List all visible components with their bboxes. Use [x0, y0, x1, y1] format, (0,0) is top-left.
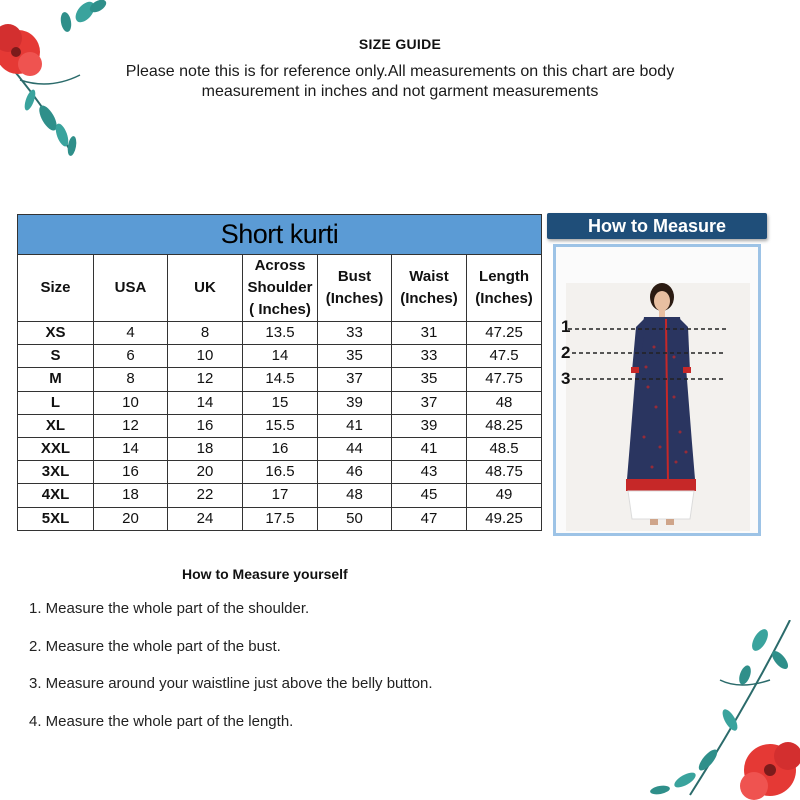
marker-bust: 2	[561, 343, 571, 362]
table-cell: 14.5	[243, 368, 318, 391]
table-cell: 35	[318, 345, 392, 368]
table-cell: 45	[392, 484, 467, 507]
table-row	[18, 414, 542, 437]
column-header: Waist (Inches)	[392, 255, 467, 322]
table-cell: 16	[168, 414, 243, 437]
size-label-cell: XXL	[18, 437, 94, 460]
table-cell: 24	[168, 507, 243, 530]
table-cell: 18	[94, 484, 168, 507]
size-chart-table	[17, 214, 542, 531]
table-cell: 39	[392, 414, 467, 437]
page-title: SIZE GUIDE	[358, 36, 442, 52]
size-label-cell: M	[18, 368, 94, 391]
table-cell: 50	[318, 507, 392, 530]
table-cell: 17	[243, 484, 318, 507]
table-cell: 46	[318, 461, 392, 484]
instructions-list	[29, 600, 433, 750]
column-header: Across Shoulder ( Inches)	[243, 255, 318, 322]
table-cell: 47.75	[467, 368, 542, 391]
table-cell: 48.5	[467, 437, 542, 460]
model-illustration	[556, 247, 758, 533]
table-cell: 8	[168, 322, 243, 345]
instruction-item: 2. Measure the whole part of the bust.	[29, 637, 281, 655]
how-to-measure-header: How to Measure	[547, 213, 767, 239]
table-cell: 41	[392, 437, 467, 460]
table-cell: 33	[392, 345, 467, 368]
table-cell: 33	[318, 322, 392, 345]
how-to-measure-image	[553, 244, 761, 536]
table-title: Short kurti	[18, 215, 542, 255]
table-cell: 49.25	[467, 507, 542, 530]
size-label-cell: L	[18, 391, 94, 414]
table-cell: 12	[94, 414, 168, 437]
table-row	[18, 461, 542, 484]
table-cell: 14	[168, 391, 243, 414]
table-row	[18, 484, 542, 507]
instruction-item: 1. Measure the whole part of the shoulder.	[29, 600, 310, 617]
table-cell: 48	[318, 484, 392, 507]
table-cell: 47	[392, 507, 467, 530]
size-label-cell: 5XL	[18, 507, 94, 530]
table-cell: 10	[94, 391, 168, 414]
table-cell: 22	[168, 484, 243, 507]
table-row	[18, 391, 542, 414]
size-label-cell: S	[18, 345, 94, 368]
table-cell: 18	[168, 437, 243, 460]
table-cell: 37	[392, 391, 467, 414]
table-cell: 39	[318, 391, 392, 414]
table-cell: 41	[318, 414, 392, 437]
table-cell: 16	[243, 437, 318, 460]
instruction-item: 4. Measure the whole part of the length.	[29, 712, 294, 730]
table-row	[18, 345, 542, 368]
column-header: Size	[18, 255, 94, 322]
table-cell: 6	[94, 345, 168, 368]
table-cell: 35	[392, 368, 467, 391]
table-cell: 10	[168, 345, 243, 368]
column-header: UK	[168, 255, 243, 322]
table-row	[18, 507, 542, 530]
table-cell: 13.5	[243, 322, 318, 345]
floral-decoration-bottom-right	[630, 620, 800, 800]
table-cell: 20	[168, 461, 243, 484]
table-cell: 12	[168, 368, 243, 391]
table-cell: 47.5	[467, 345, 542, 368]
table-header-row	[18, 255, 542, 322]
table-cell: 48.75	[467, 461, 542, 484]
column-header: Length (Inches)	[467, 255, 542, 322]
table-cell: 20	[94, 507, 168, 530]
table-row	[18, 368, 542, 391]
table-cell: 17.5	[243, 507, 318, 530]
reference-note: Please note this is for reference only.All measurements on this chart are body measurement in inches and not garment measurements	[125, 63, 675, 100]
table-cell: 48.25	[467, 414, 542, 437]
marker-shoulder: 1	[561, 317, 571, 336]
table-row	[18, 437, 542, 460]
table-cell: 8	[94, 368, 168, 391]
table-cell: 31	[392, 322, 467, 345]
column-header: USA	[94, 255, 168, 322]
column-header: Bust (Inches)	[318, 255, 392, 322]
table-cell: 48	[467, 391, 542, 414]
size-label-cell: 3XL	[18, 461, 94, 484]
table-row	[18, 322, 542, 345]
table-cell: 49	[467, 484, 542, 507]
table-cell: 16.5	[243, 461, 318, 484]
table-cell: 16	[94, 461, 168, 484]
table-cell: 4	[94, 322, 168, 345]
table-cell: 47.25	[467, 322, 542, 345]
size-label-cell: 4XL	[18, 484, 94, 507]
instructions-title: How to Measure yourself	[182, 566, 348, 582]
table-cell: 43	[392, 461, 467, 484]
size-label-cell: XS	[18, 322, 94, 345]
table-cell: 14	[94, 437, 168, 460]
table-cell: 15.5	[243, 414, 318, 437]
table-cell: 37	[318, 368, 392, 391]
size-label-cell: XL	[18, 414, 94, 437]
instruction-item: 3. Measure around your waistline just above the belly button.	[29, 675, 433, 692]
table-cell: 44	[318, 437, 392, 460]
marker-waist: 3	[561, 369, 571, 388]
table-cell: 15	[243, 391, 318, 414]
table-cell: 14	[243, 345, 318, 368]
